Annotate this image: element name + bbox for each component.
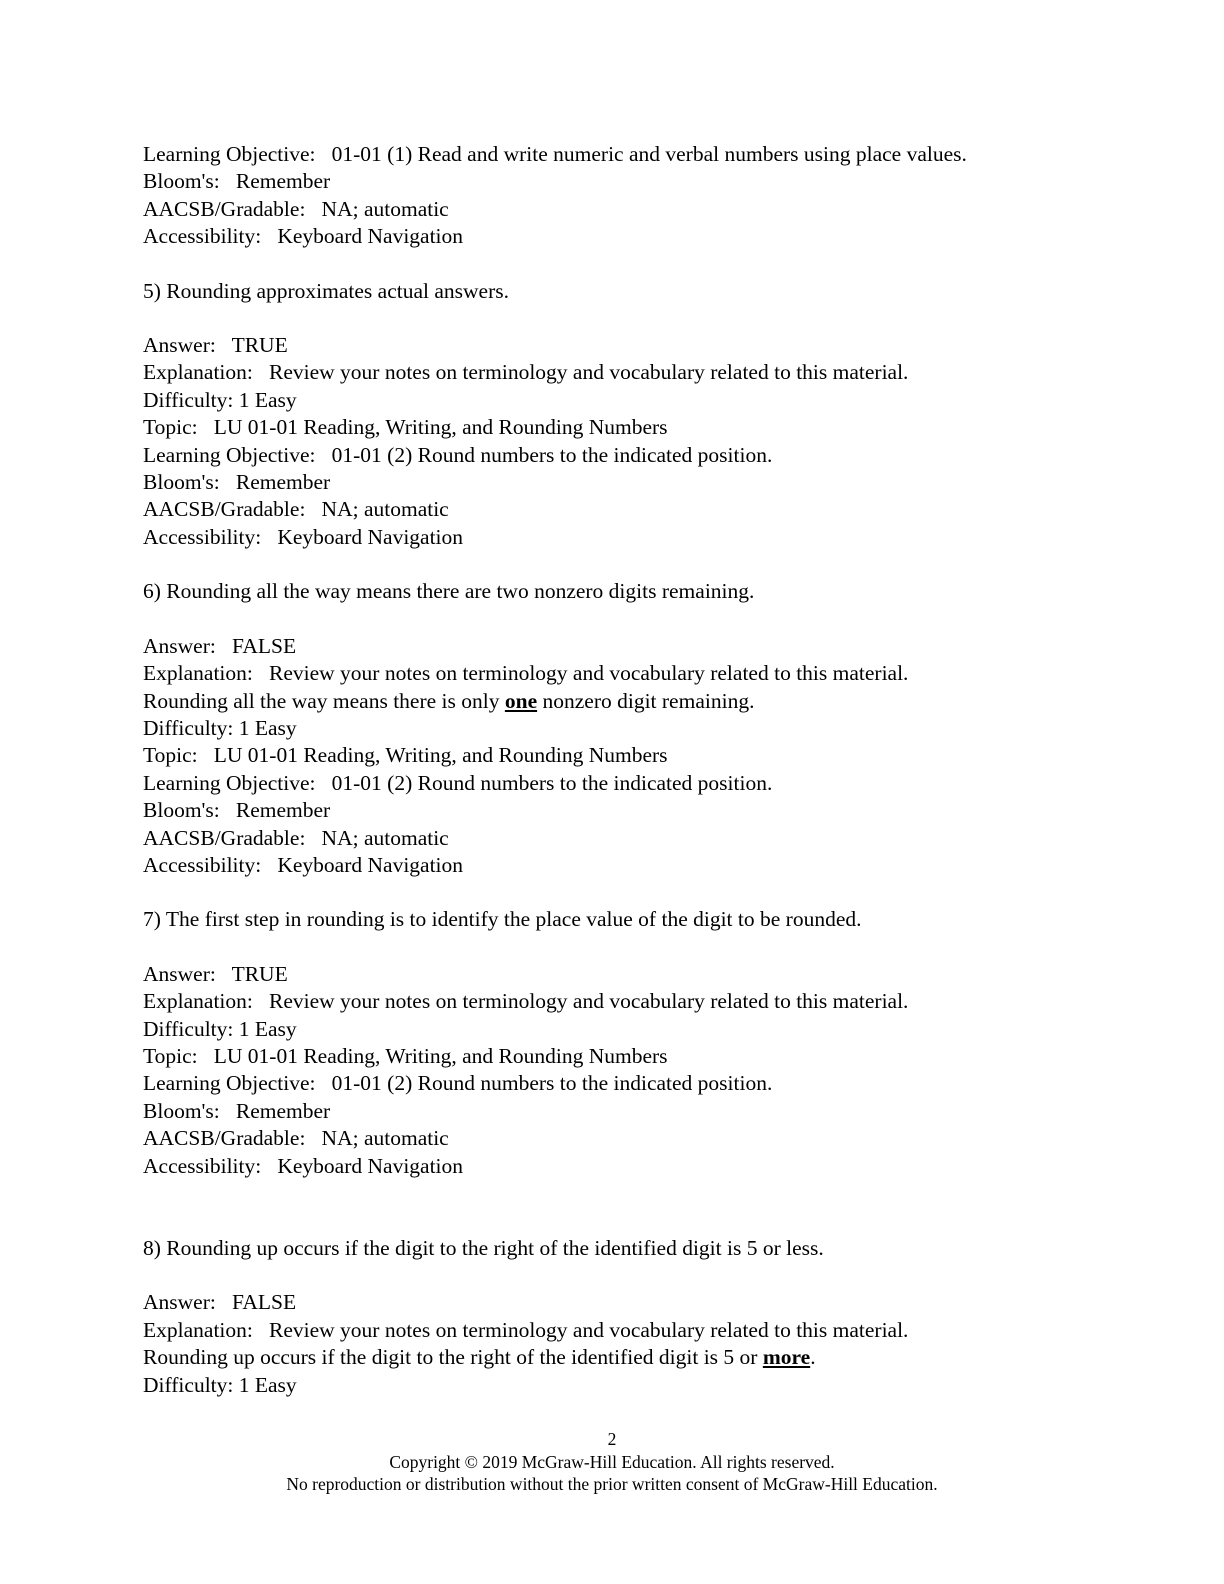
accessibility: Accessibility: Keyboard Navigation (143, 852, 464, 877)
accessibility: Accessibility: Keyboard Navigation (143, 524, 464, 549)
explanation-detail: Rounding up occurs if the digit to the right of the identified digit is 5 or more. (143, 1345, 816, 1370)
topic: Topic: LU 01-01 Reading, Writing, and Rounding Numbers (143, 1043, 668, 1068)
emphasis-more: more (762, 1345, 811, 1370)
topic: Topic: LU 01-01 Reading, Writing, and Rounding Numbers (143, 743, 668, 768)
explanation: Explanation: Review your notes on terminology and vocabulary related to this material. (143, 661, 909, 686)
question-text: 7) The first step in rounding is to identify the place value of the digit to be rounded. (143, 907, 862, 932)
accessibility: Accessibility: Keyboard Navigation (143, 1153, 464, 1178)
question-5 (143, 278, 1143, 552)
answer: Answer: FALSE (143, 1290, 297, 1315)
difficulty: Difficulty: 1 Easy (143, 715, 297, 740)
learning-objective: Learning Objective: 01-01 (1) Read and write numeric and verbal numbers using place values. (143, 142, 967, 166)
blooms: Bloom's: Remember (143, 798, 331, 823)
question-6 (143, 578, 1143, 879)
aacsb: AACSB/Gradable: NA; automatic (143, 497, 449, 522)
aacsb: AACSB/Gradable: NA; automatic (143, 1126, 449, 1151)
answer: Answer: TRUE (143, 333, 288, 358)
aacsb: AACSB/Gradable: NA; automatic (143, 196, 449, 221)
question-7 (143, 906, 1143, 1180)
answer: Answer: TRUE (143, 961, 288, 986)
explanation: Explanation: Review your notes on terminology and vocabulary related to this material. (143, 360, 909, 385)
blooms: Bloom's: Remember (143, 470, 331, 495)
blooms: Bloom's: Remember (143, 1098, 331, 1123)
explanation: Explanation: Review your notes on terminology and vocabulary related to this material. (143, 1317, 909, 1342)
question-text: 5) Rounding approximates actual answers. (143, 278, 510, 303)
page-number: 2 (607, 1429, 617, 1449)
blooms: Bloom's: Remember (143, 169, 331, 194)
difficulty: Difficulty: 1 Easy (143, 387, 297, 412)
accessibility: Accessibility: Keyboard Navigation (143, 224, 464, 249)
question-text: 8) Rounding up occurs if the digit to the right of the identified digit is 5 or less. (143, 1236, 824, 1260)
explanation-detail: Rounding all the way means there is only one nonzero digit remaining. (143, 688, 755, 713)
question-8 (143, 1235, 1143, 1399)
difficulty: Difficulty: 1 Easy (143, 1016, 297, 1041)
document-body (143, 141, 1143, 1399)
emphasis-one: one (504, 688, 538, 713)
explanation: Explanation: Review your notes on terminology and vocabulary related to this material. (143, 989, 909, 1014)
difficulty: Difficulty: 1 Easy (143, 1372, 297, 1397)
page-footer (0, 1428, 1224, 1496)
reproduction-notice: No reproduction or distribution without the prior written consent of McGraw-Hill Education. (286, 1474, 938, 1494)
answer: Answer: FALSE (143, 633, 297, 658)
copyright: Copyright © 2019 McGraw-Hill Education. All rights reserved. (389, 1451, 835, 1472)
learning-objective: Learning Objective: 01-01 (2) Round numbers to the indicated position. (143, 442, 773, 467)
aacsb: AACSB/Gradable: NA; automatic (143, 825, 449, 850)
learning-objective: Learning Objective: 01-01 (2) Round numbers to the indicated position. (143, 770, 773, 795)
intro-metadata (143, 141, 1143, 251)
topic: Topic: LU 01-01 Reading, Writing, and Rounding Numbers (143, 415, 668, 440)
question-text: 6) Rounding all the way means there are two nonzero digits remaining. (143, 579, 755, 604)
learning-objective: Learning Objective: 01-01 (2) Round numbers to the indicated position. (143, 1071, 773, 1096)
